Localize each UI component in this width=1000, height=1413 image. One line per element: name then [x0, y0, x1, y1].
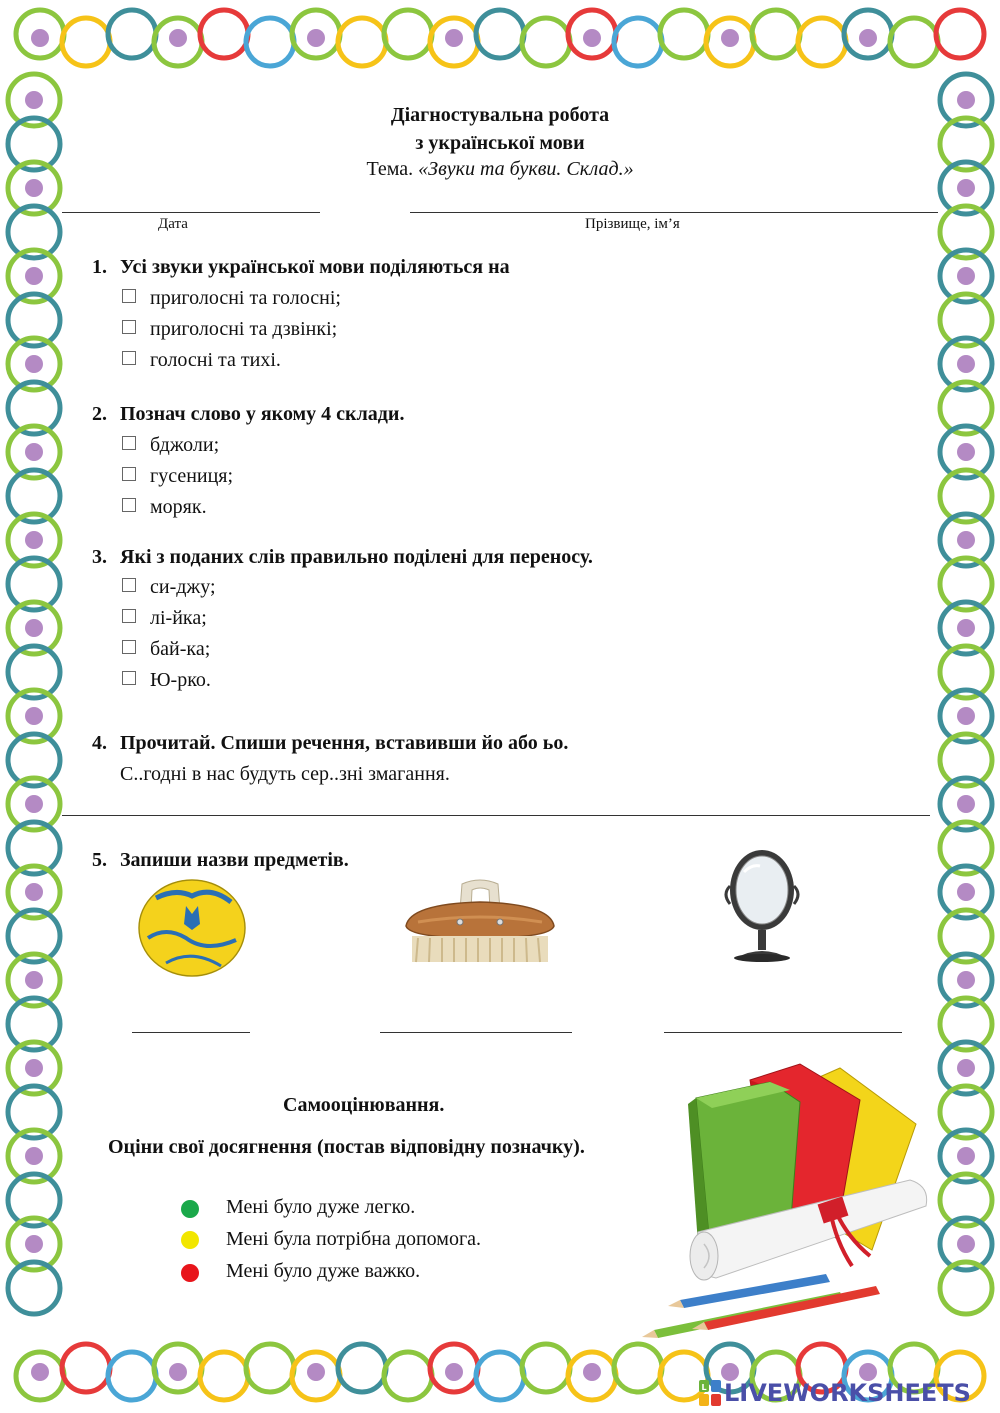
border-dot — [445, 29, 463, 47]
question-2-option-3[interactable] — [122, 496, 207, 519]
border-dot — [957, 355, 975, 373]
question-number: 1. — [92, 256, 107, 278]
border-ring — [476, 1352, 524, 1400]
question-text: Усі звуки української мови поділяються на — [120, 256, 510, 278]
yellow-dot-icon[interactable] — [181, 1231, 199, 1249]
border-dot — [957, 443, 975, 461]
question-1-option-1[interactable] — [122, 287, 341, 310]
question-text: Які з поданих слів правильно поділені для переносу. — [120, 546, 593, 568]
border-dot — [721, 29, 739, 47]
border-dot — [25, 971, 43, 989]
question-3-option-1[interactable] — [122, 576, 216, 599]
assessment-option-hard: Мені було дуже важко. — [226, 1260, 421, 1282]
border-dot — [957, 619, 975, 637]
border-ring — [476, 10, 524, 58]
border-dot — [31, 1363, 49, 1381]
border-dot — [445, 1363, 463, 1381]
border-dot — [307, 29, 325, 47]
checkbox[interactable] — [122, 436, 136, 450]
brush-answer-line[interactable] — [380, 1032, 572, 1033]
checkbox[interactable] — [122, 320, 136, 334]
border-ring — [614, 18, 662, 66]
question-text: Познач слово у якому 4 склади. — [120, 403, 405, 425]
checkbox[interactable] — [122, 671, 136, 685]
question-number: 2. — [92, 403, 107, 425]
border-dot — [583, 1363, 601, 1381]
green-dot-icon[interactable] — [181, 1200, 199, 1218]
border-dot — [307, 1363, 325, 1381]
border-ring — [614, 1344, 662, 1392]
topic-text: «Звуки та букви. Склад.» — [418, 158, 634, 180]
border-dot — [957, 795, 975, 813]
question-1-option-2[interactable] — [122, 318, 337, 341]
checkbox[interactable] — [122, 289, 136, 303]
assessment-option-help: Мені була потрібна допомога. — [226, 1228, 482, 1250]
mirror-answer-line[interactable] — [664, 1032, 902, 1033]
svg-text:L: L — [701, 1383, 707, 1392]
liveworksheets-watermark — [698, 1376, 971, 1410]
checkbox[interactable] — [122, 578, 136, 592]
border-ring — [798, 18, 846, 66]
question-2-title — [92, 403, 404, 426]
option-label: Ю-рко. — [150, 669, 211, 691]
border-ring — [752, 10, 800, 58]
ball-picture — [136, 878, 248, 978]
self-assessment-instruction: Оціни свої досягнення (постав відповідну позначку). — [108, 1136, 585, 1158]
border-ring — [200, 10, 248, 58]
option-label: бай-ка; — [150, 638, 211, 660]
border-dot — [25, 795, 43, 813]
border-ring — [62, 1344, 110, 1392]
border-ring — [246, 18, 294, 66]
border-dot — [169, 29, 187, 47]
border-dot — [169, 1363, 187, 1381]
checkbox[interactable] — [122, 498, 136, 512]
option-label: гусениця; — [150, 465, 234, 487]
question-text: Запиши назви предметів. — [120, 849, 349, 871]
border-ring — [108, 10, 156, 58]
liveworksheets-logo-icon — [698, 1379, 722, 1407]
border-ring — [62, 18, 110, 66]
border-dot — [25, 1059, 43, 1077]
border-ring — [108, 1352, 156, 1400]
border-dot — [957, 267, 975, 285]
border-dot — [31, 29, 49, 47]
border-ring — [384, 1352, 432, 1400]
border-dot — [957, 1059, 975, 1077]
question-4-sentence: С..годні в нас будуть сер..зні змагання. — [120, 763, 450, 785]
option-label: приголосні та дзвінкі; — [150, 318, 338, 340]
checkbox[interactable] — [122, 351, 136, 365]
border-ring — [338, 18, 386, 66]
question-number: 4. — [92, 732, 107, 754]
border-dot — [957, 971, 975, 989]
liveworksheets-text: LIVEWORKSHEETS — [724, 1379, 971, 1407]
checkbox[interactable] — [122, 467, 136, 481]
worksheet-title-line2: з української мови — [415, 132, 585, 154]
border-dot — [25, 707, 43, 725]
option-label: голосні та тихі. — [150, 349, 281, 371]
border-ring — [936, 10, 984, 58]
border-ring — [890, 18, 938, 66]
border-dot — [25, 619, 43, 637]
question-4-title — [92, 732, 568, 755]
assessment-option-easy: Мені було дуже легко. — [226, 1196, 416, 1218]
border-dot — [957, 179, 975, 197]
border-dot — [25, 531, 43, 549]
border-dot — [25, 883, 43, 901]
border-dot — [25, 179, 43, 197]
border-ring — [522, 1344, 570, 1392]
bath-brush-picture — [400, 876, 560, 968]
border-dot — [25, 267, 43, 285]
border-ring — [660, 10, 708, 58]
border-dot — [583, 29, 601, 47]
name-input-line[interactable] — [410, 212, 938, 213]
question-number: 5. — [92, 849, 107, 871]
date-input-line[interactable] — [62, 212, 320, 213]
checkbox[interactable] — [122, 609, 136, 623]
question-3-option-3[interactable] — [122, 638, 210, 661]
worksheet-title-line1: Діагностувальна робота — [390, 104, 610, 126]
ball-answer-line[interactable] — [132, 1032, 250, 1033]
border-dot — [859, 29, 877, 47]
question-1-title — [92, 256, 510, 279]
worksheet-topic — [0, 158, 1000, 181]
question-2-option-2[interactable] — [122, 465, 233, 488]
border-dot — [957, 1235, 975, 1253]
question-3-option-4[interactable] — [122, 669, 211, 692]
border-ring — [338, 1344, 386, 1392]
question-text: Прочитай. Спиши речення, вставивши йо або ьо. — [120, 732, 569, 754]
red-dot-icon[interactable] — [181, 1264, 199, 1282]
question-3-option-2[interactable] — [122, 607, 207, 630]
option-label: приголосні та голосні; — [150, 287, 341, 309]
option-label: лі-йка; — [150, 607, 207, 629]
border-dot — [957, 883, 975, 901]
question-number: 3. — [92, 546, 107, 568]
question-4-answer-line[interactable] — [62, 815, 930, 816]
topic-prefix: Тема. — [366, 158, 414, 180]
border-ring — [384, 10, 432, 58]
question-2-option-1[interactable] — [122, 434, 219, 457]
border-dot — [25, 1235, 43, 1253]
border-dot — [957, 707, 975, 725]
option-label: бджоли; — [150, 434, 220, 456]
name-label: Прізвище, ім’я — [585, 216, 680, 232]
border-dot — [957, 1147, 975, 1165]
question-1-option-3[interactable] — [122, 349, 281, 372]
option-label: моряк. — [150, 496, 207, 518]
question-5-title — [92, 849, 349, 872]
border-dot — [25, 443, 43, 461]
mirror-picture — [716, 846, 808, 964]
checkbox[interactable] — [122, 640, 136, 654]
question-3-title — [92, 546, 593, 569]
border-ring — [522, 18, 570, 66]
books-and-pencils-illustration — [640, 1060, 945, 1350]
option-label: си-джу; — [150, 576, 216, 598]
self-assessment-title: Самооцінювання. — [283, 1094, 445, 1116]
border-dot — [957, 531, 975, 549]
border-ring — [200, 1352, 248, 1400]
border-ring — [246, 1344, 294, 1392]
date-label: Дата — [158, 216, 188, 232]
border-dot — [25, 1147, 43, 1165]
border-dot — [25, 355, 43, 373]
